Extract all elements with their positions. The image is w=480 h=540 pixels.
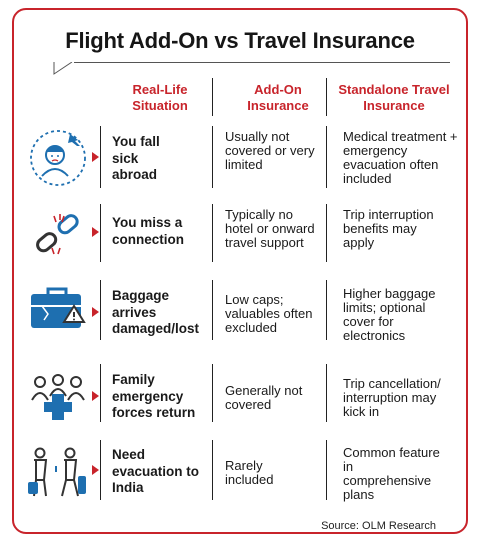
row-arrow-icon <box>92 465 99 475</box>
row-divider <box>100 440 101 500</box>
family-medical-cross-icon <box>30 372 86 420</box>
row-2-addon: Typically no hotel or onward travel support <box>225 207 315 250</box>
row-divider <box>212 204 213 262</box>
header-divider <box>326 78 327 116</box>
row-arrow-icon <box>92 307 99 317</box>
row-divider <box>326 364 327 422</box>
broken-chain-icon <box>30 208 86 260</box>
page-title: Flight Add-On vs Travel Insurance <box>65 28 415 53</box>
row-4-standalone: Trip cancellation/ interruption may kick in <box>343 376 441 419</box>
header-situation: Real-Life Situation <box>132 82 188 113</box>
row-5-addon: Rarely included <box>225 458 274 487</box>
row-divider <box>212 280 213 340</box>
row-divider <box>100 280 101 340</box>
header-divider <box>212 78 213 116</box>
row-divider <box>212 126 213 188</box>
row-divider <box>326 204 327 262</box>
row-4-situation: Family emergency forces return <box>112 372 196 420</box>
row-1-addon: Usually not covered or very limited <box>225 129 315 172</box>
row-1-standalone: Medical treatment + emergency evacuation often included <box>343 129 458 186</box>
row-divider <box>100 364 101 422</box>
row-divider <box>326 440 327 500</box>
row-divider <box>100 204 101 262</box>
row-3-situation: Baggage arrives damaged/lost <box>112 288 200 336</box>
row-arrow-icon <box>92 152 99 162</box>
row-divider <box>212 440 213 500</box>
row-1-situation: You fall sick abroad <box>112 134 160 182</box>
row-divider <box>326 280 327 340</box>
row-5-situation: Need evacuation to India <box>112 447 200 495</box>
row-4-addon: Generally not covered <box>225 383 303 412</box>
row-3-addon: Low caps; valuables often excluded <box>225 292 313 335</box>
travelers-luggage-icon <box>26 446 88 500</box>
header-standalone: Standalone Travel Insurance <box>338 82 450 113</box>
title-underline <box>52 62 450 63</box>
row-5-standalone: Common feature in comprehensive plans <box>343 445 440 502</box>
row-2-situation: You miss a connection <box>112 215 185 247</box>
row-3-standalone: Higher baggage limits; optional cover for electronics <box>343 286 436 343</box>
row-divider <box>212 364 213 422</box>
row-arrow-icon <box>92 391 99 401</box>
row-divider <box>326 126 327 188</box>
speech-tail-icon <box>52 62 76 78</box>
header-addon: Add-On Insurance <box>247 82 309 113</box>
row-arrow-icon <box>92 227 99 237</box>
row-divider <box>100 126 101 188</box>
damaged-suitcase-icon <box>28 284 90 338</box>
row-2-standalone: Trip interruption benefits may apply <box>343 207 434 250</box>
source-note: Source: OLM Research <box>321 520 436 532</box>
sick-traveler-plane-icon <box>28 128 88 188</box>
